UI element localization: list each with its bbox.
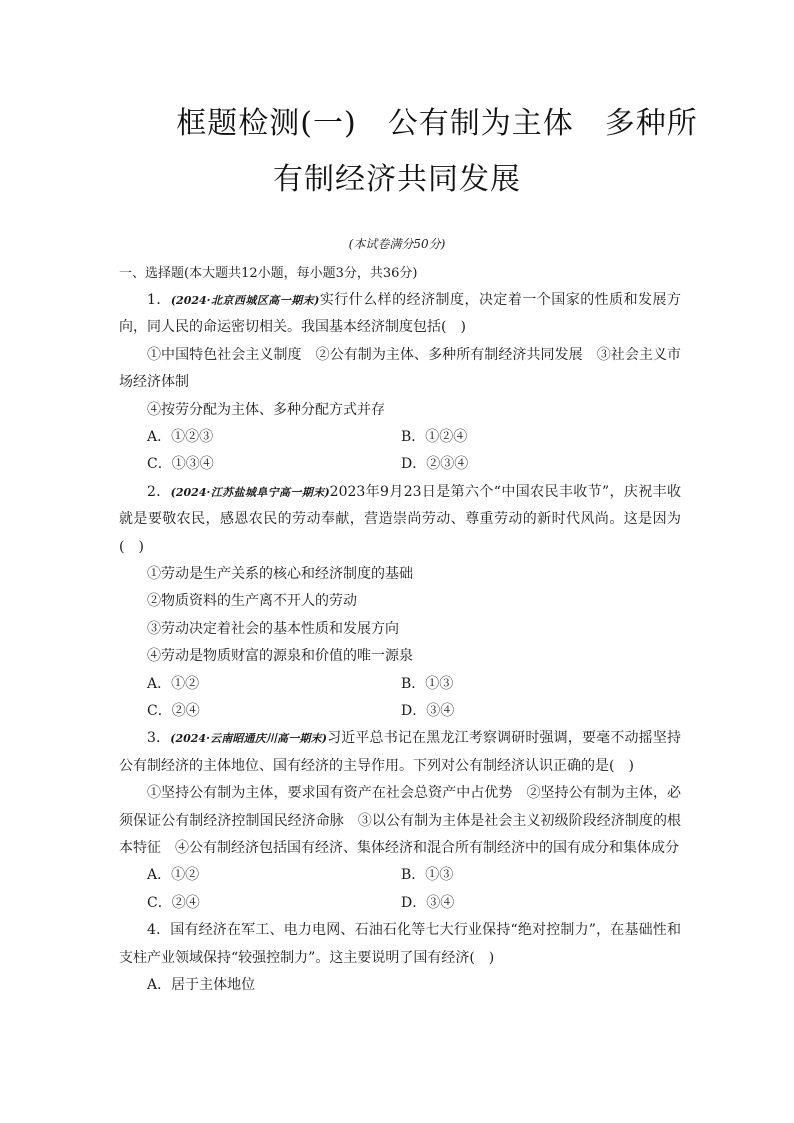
choice-c[interactable]: C．②④ (147, 703, 200, 720)
choice-a[interactable]: A．居于主体地位 (147, 977, 256, 994)
choice-d[interactable]: D．③④ (401, 894, 455, 911)
question-source: (2024·北京西城区高一期末) (170, 294, 320, 307)
question-text: 国有经济在军工、电力电网、石油石化等七大行业保持“绝对控制力”，在基础性和支柱产业领域保持“较强控制力”。这主要说明了国有经济( ) (119, 922, 681, 966)
question-number: 4． (147, 922, 171, 939)
question-4-choices (119, 972, 681, 999)
choice-a[interactable]: A．①② (147, 867, 200, 884)
section-heading: 一、选择题(本大题共12小题，每小题3分，共36分) (119, 266, 418, 281)
question-source: (2024·江苏盐城阜宁高一期末) (170, 485, 330, 499)
question-text: 习近平总书记在黑龙江考察调研时强调，要毫不动摇坚持公有制经济的主体地位、国有经济的主导作用。下列对公有制经济认识正确的是( ) (119, 730, 681, 774)
page-title-line-1: 框题检测(一) 公有制为主体 多种所 (176, 106, 698, 141)
choice-c[interactable]: C．②④ (147, 894, 200, 911)
choice-b[interactable]: B．①②④ (401, 429, 468, 446)
question-1-stem (119, 287, 681, 342)
choice-d[interactable]: D．③④ (401, 703, 455, 720)
question-number: 2． (147, 483, 171, 500)
choice-b[interactable]: B．①③ (401, 867, 454, 884)
choice-a[interactable]: A．①②③ (147, 429, 214, 446)
question-2-choices (119, 671, 681, 726)
question-number: 3． (147, 730, 171, 747)
question-text: 实行什么样的经济制度，决定着一个国家的性质和发展方向，同人民的命运密切相关。我国基本经济制度包括( ) (119, 292, 681, 336)
question-1-statement-1: ①中国特色社会主义制度 ②公有制为主体、多种所有制经济共同发展 ③社会主义市场经济体制 (119, 346, 681, 391)
question-1-choices (119, 424, 681, 479)
question-number: 1． (147, 292, 171, 308)
question-2-statement-4: ④劳动是物质财富的源泉和价值的唯一源泉 (147, 648, 413, 665)
question-3-stem (119, 725, 681, 780)
questions-container (119, 287, 681, 999)
question-source: (2024·云南昭通庆川高一期末) (170, 732, 327, 746)
score-note: (本试卷满分50分) (348, 237, 446, 251)
question-2-statement-2: ②物质资料的生产离不开人的劳动 (147, 593, 357, 610)
question-2-stem (119, 479, 681, 561)
question-2-statement-1: ①劳动是生产关系的核心和经济制度的基础 (147, 566, 413, 583)
choice-c[interactable]: C．①③④ (147, 456, 214, 473)
question-2-statement-3: ③劳动决定着社会的基本性质和发展方向 (147, 620, 399, 637)
question-1-statement-2: ④按劳分配为主体、多种分配方式并存 (147, 401, 385, 418)
question-3-statements: ①坚持公有制为主体，要求国有资产在社会总资产中占优势 ②坚持公有制为主体，必须保证公有制经济控制国民经济命脉 ③以公有制为主体是社会主义初级阶段经济制度的根本特征 ④公有制经济包括国有经济、集体经济和混合所有制经济中的国有成分和集体成分 (119, 785, 681, 857)
choice-b[interactable]: B．①③ (401, 675, 454, 692)
question-4-stem (119, 917, 681, 972)
choice-a[interactable]: A．①② (147, 675, 200, 692)
question-text: 2023年9月23日是第六个“中国农民丰收节”，庆祝丰收就是要敬农民，感恩农民的劳动奉献，营造崇尚劳动、尊重劳动的新时代风尚。这是因为( ) (119, 483, 681, 555)
page-title-line-2: 有制经济共同发展 (273, 162, 521, 197)
question-3-choices (119, 862, 681, 917)
choice-d[interactable]: D．②③④ (401, 456, 469, 473)
